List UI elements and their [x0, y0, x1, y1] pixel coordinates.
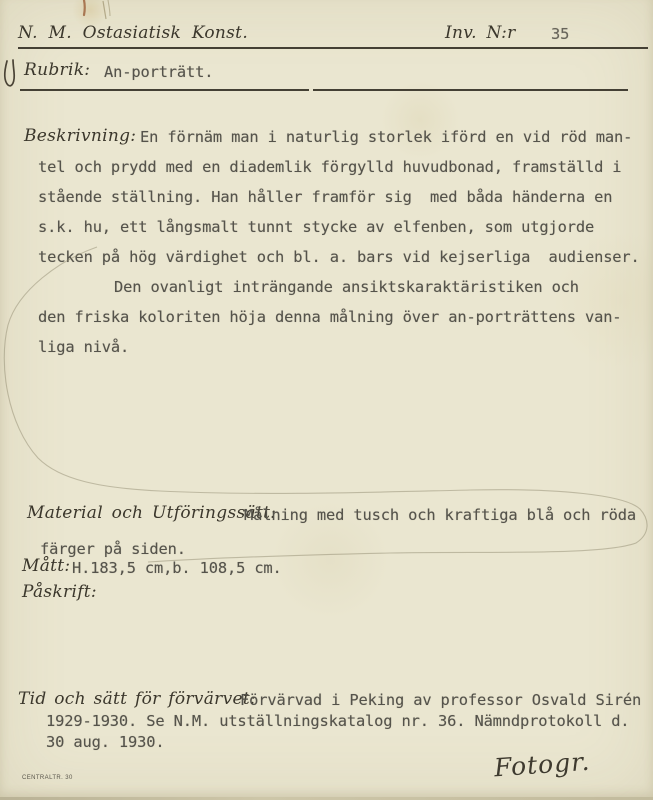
description-line: Den ovanligt inträngande ansiktskaraktäristiken och [114, 278, 579, 296]
dimensions-value: H.183,5 cm,b. 108,5 cm. [72, 559, 282, 577]
acquisition-line: 1929-1930. Se N.M. utställningskatalog nr. 36. Nämndprotokoll d. [46, 712, 630, 730]
description-line: tel och prydd med en diademlik förgylld huvudbonad, framställd i [38, 158, 622, 176]
description-line: s.k. hu, ett långsmalt tunnt stycke av elfenben, som utgjorde [38, 218, 595, 236]
printer-mark: CENTRALTR. 30 [22, 775, 73, 781]
inventory-number-value: 35 [551, 25, 570, 43]
material-line: Målning med tusch och kraftiga blå och röda [244, 506, 636, 524]
description-line: stående ställning. Han håller framför sig med båda händerna en [38, 188, 613, 206]
inscription-label: Påskrift: [22, 582, 97, 602]
dimensions-label: Mått: [22, 556, 71, 576]
description-label: Beskrivning: [24, 126, 137, 146]
rubrik-label: Rubrik: [24, 60, 91, 80]
description-line: tecken på hög värdighet och bl. a. bars vid kejserliga audienser. [38, 248, 640, 266]
rubrik-rule-right [313, 89, 628, 91]
acquisition-line: 30 aug. 1930. [46, 733, 165, 751]
material-label: Material och Utföringssätt: [27, 503, 277, 523]
description-line: liga nivå. [38, 338, 130, 356]
handwritten-note: Fotogr. [493, 746, 592, 783]
description-line: den friska koloriten höja denna målning över an-porträttens van- [38, 308, 622, 326]
pencil-stroke-icon [103, 1, 106, 19]
ink-stroke-icon [84, 0, 85, 15]
rubrik-value: An-porträtt. [104, 63, 214, 81]
acquisition-line: Förvärvad i Peking av professor Osvald Sirén [240, 691, 642, 709]
material-line: färger på siden. [40, 540, 186, 558]
rubrik-rule-left [20, 89, 309, 91]
description-line: En förnäm man i naturlig storlek iförd en vid röd man- [140, 128, 633, 146]
pencil-stroke-icon [108, 0, 110, 16]
institution-title: N. M. Ostasiatisk Konst. [18, 23, 249, 43]
pen-check-mark-icon [5, 60, 14, 86]
header-rule [18, 47, 648, 49]
inventory-number-label: Inv. N:r [445, 23, 516, 43]
acquisition-label: Tid och sätt för förvärvet: [18, 689, 256, 709]
